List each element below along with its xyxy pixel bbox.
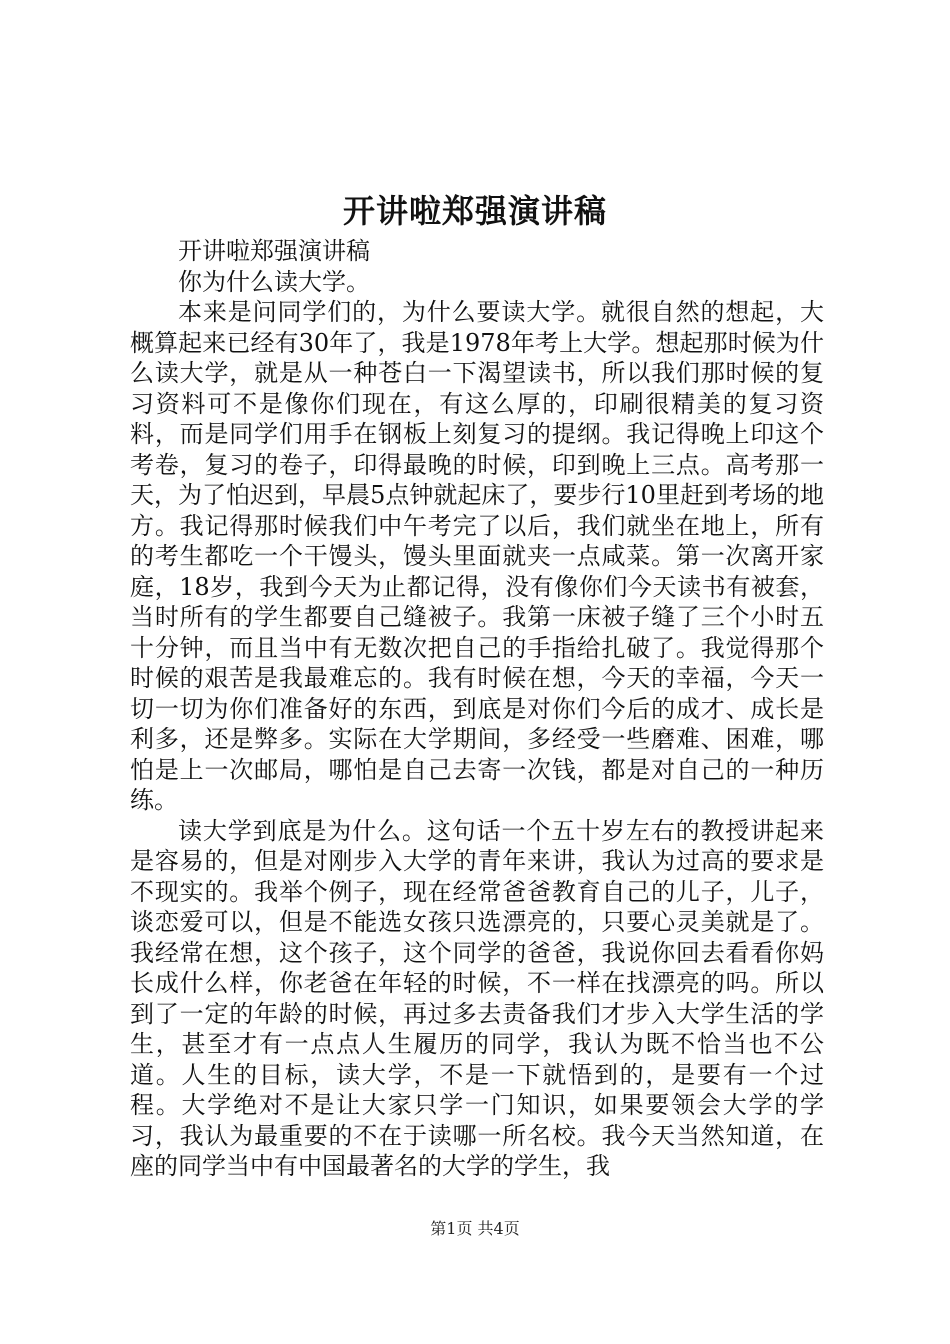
subtitle-paragraph: 开讲啦郑强演讲稿 [178, 237, 370, 265]
body-paragraph-1: 本来是问同学们的，为什么要读大学。就很自然的想起，大概算起来已经有30年了，我是1978年考上大学。想起那时候为什么读大学，就是从一种苍白一下渴望读书，所以我们那时候的复习资料可不是像你们现在，有这么厚的，印刷很精美的复习资料，而是同学们用手在钢板上刻复习的提纲。我记得晚上印这个考卷，复习的卷子，印得最晚的时候，印到晚上三点。高考那一天，为了怕迟到，早晨5点钟就起床了，要步行10里赶到考场的地方。我记得那时候我们中午考完了以后，我们就坐在地上，所有的考生都吃一个干馒头，馒头里面就夹一点咸菜。第一次离开家庭，18岁，我到今天为止都记得，没有像你们今天读书有被套，当时所有的学生都要自己缝被子。我第一床被子缝了三个小时五十分钟，而且当中有无数次把自己的手指给扎破了。我觉得那个时候的艰苦是我最难忘的。我有时候在想，今天的幸福，今天一切一切为你们准备好的东西，到底是对你们今后的成才、成长是利多，还是弊多。实际在大学期间，多经受一些磨难、困难，哪怕是上一次邮局，哪怕是自己去寄一次钱，都是对自己的一种历练。 [130, 298, 824, 814]
body-paragraph-2: 读大学到底是为什么。这句话一个五十岁左右的教授讲起来是容易的，但是对刚步入大学的青年来讲，我认为过高的要求是不现实的。我举个例子，现在经常爸爸教育自己的儿子，儿子，谈恋爱可以，但是不能选女孩只选漂亮的，只要心灵美就是了。我经常在想，这个孩子，这个同学的爸爸，我说你回去看看你妈长成什么样，你老爸在年轻的时候，不一样在找漂亮的吗。所以到了一定的年龄的时候，再过多去责备我们才步入大学生活的学生，甚至才有一点点人生履历的同学，我认为既不恰当也不公道。人生的目标，读大学，不是一下就悟到的，是要有一个过程。大学绝对不是让大家只学一门知识，如果要领会大学的学习，我认为最重要的不在于读哪一所名校。我今天当然知道，在座的同学当中有中国最著名的大学的学生，我 [130, 816, 824, 1180]
document-body [130, 236, 824, 1182]
page-footer: 第1页 共4页 [430, 1219, 520, 1238]
document-title: 开讲啦郑强演讲稿 [342, 192, 607, 230]
question-paragraph: 你为什么读大学。 [178, 267, 370, 296]
